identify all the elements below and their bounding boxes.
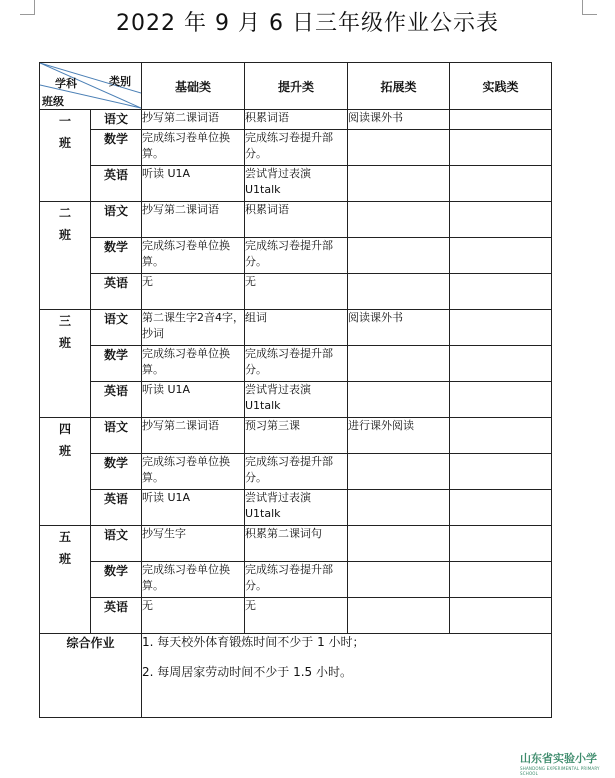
subject-cell: 英语 bbox=[91, 598, 142, 634]
column-header-advanced: 提升类 bbox=[245, 63, 348, 110]
basic-cell: 听读 U1A bbox=[142, 166, 245, 202]
extended-cell bbox=[348, 274, 450, 310]
practice-cell bbox=[450, 490, 552, 526]
subject-cell: 数学 bbox=[91, 130, 142, 166]
subject-cell: 英语 bbox=[91, 166, 142, 202]
table-row bbox=[40, 274, 552, 310]
practice-cell bbox=[450, 418, 552, 454]
table-row bbox=[40, 202, 552, 238]
basic-cell: 抄写第二课词语 bbox=[142, 110, 245, 130]
table-row bbox=[40, 490, 552, 526]
practice-cell bbox=[450, 274, 552, 310]
basic-cell: 完成练习卷单位换算。 bbox=[142, 454, 245, 490]
column-header-practice: 实践类 bbox=[450, 63, 552, 110]
basic-cell: 无 bbox=[142, 274, 245, 310]
column-header-basic: 基础类 bbox=[142, 63, 245, 110]
advanced-cell: 积累词语 bbox=[245, 110, 348, 130]
school-logo-name: 山东省实验小学 bbox=[520, 752, 597, 765]
subject-cell: 英语 bbox=[91, 274, 142, 310]
basic-cell: 完成练习卷单位换算。 bbox=[142, 562, 245, 598]
summary-content bbox=[142, 634, 552, 718]
basic-cell: 完成练习卷单位换算。 bbox=[142, 346, 245, 382]
table-row bbox=[40, 418, 552, 454]
extended-cell bbox=[348, 238, 450, 274]
basic-cell: 无 bbox=[142, 598, 245, 634]
advanced-cell: 尝试背过表演 U1talk bbox=[245, 382, 348, 418]
extended-cell bbox=[348, 382, 450, 418]
corner-label-subject: 学科 bbox=[55, 77, 77, 90]
summary-row bbox=[40, 634, 552, 718]
school-logo-english: SHANDONG EXPERIMENTAL PRIMARY SCHOOL bbox=[520, 766, 600, 776]
table-row bbox=[40, 310, 552, 346]
extended-cell: 阅读课外书 bbox=[348, 110, 450, 130]
extended-cell bbox=[348, 598, 450, 634]
subject-cell: 语文 bbox=[91, 526, 142, 562]
extended-cell bbox=[348, 562, 450, 598]
advanced-cell: 无 bbox=[245, 274, 348, 310]
practice-cell bbox=[450, 562, 552, 598]
page-title: 2022 年 9 月 6 日三年级作业公示表 bbox=[116, 11, 499, 36]
homework-table bbox=[39, 62, 552, 718]
basic-cell: 完成练习卷单位换算。 bbox=[142, 238, 245, 274]
class-name-cell: 四 班 bbox=[40, 418, 91, 526]
basic-cell: 听读 U1A bbox=[142, 382, 245, 418]
table-row bbox=[40, 562, 552, 598]
subject-cell: 英语 bbox=[91, 382, 142, 418]
subject-cell: 数学 bbox=[91, 238, 142, 274]
practice-cell bbox=[450, 130, 552, 166]
extended-cell bbox=[348, 202, 450, 238]
advanced-cell: 完成练习卷提升部分。 bbox=[245, 562, 348, 598]
class-name-cell: 二 班 bbox=[40, 202, 91, 310]
basic-cell: 完成练习卷单位换算。 bbox=[142, 130, 245, 166]
class-name-cell: 五 班 bbox=[40, 526, 91, 634]
advanced-cell: 尝试背过表演 U1talk bbox=[245, 166, 348, 202]
advanced-cell: 完成练习卷提升部分。 bbox=[245, 346, 348, 382]
extended-cell bbox=[348, 130, 450, 166]
practice-cell bbox=[450, 310, 552, 346]
subject-cell: 数学 bbox=[91, 346, 142, 382]
table-row bbox=[40, 454, 552, 490]
advanced-cell: 尝试背过表演 U1talk bbox=[245, 490, 348, 526]
table-row bbox=[40, 526, 552, 562]
extended-cell: 进行课外阅读 bbox=[348, 418, 450, 454]
practice-cell bbox=[450, 598, 552, 634]
header-corner-cell bbox=[40, 63, 142, 110]
advanced-cell: 预习第三课 bbox=[245, 418, 348, 454]
table-row bbox=[40, 346, 552, 382]
table-row bbox=[40, 110, 552, 130]
class-name-cell: 一 班 bbox=[40, 110, 91, 202]
header-row bbox=[40, 63, 552, 110]
subject-cell: 数学 bbox=[91, 454, 142, 490]
subject-cell: 语文 bbox=[91, 310, 142, 346]
advanced-cell: 完成练习卷提升部分。 bbox=[245, 130, 348, 166]
corner-label-class: 班级 bbox=[42, 95, 64, 108]
basic-cell: 抄写第二课词语 bbox=[142, 418, 245, 454]
summary-item: 1. 每天校外体育锻炼时间不少于 1 小时； bbox=[142, 635, 365, 649]
extended-cell bbox=[348, 346, 450, 382]
extended-cell bbox=[348, 490, 450, 526]
summary-item: 2. 每周居家劳动时间不少于 1.5 小时。 bbox=[142, 665, 352, 679]
subject-cell: 语文 bbox=[91, 202, 142, 238]
column-header-extended: 拓展类 bbox=[348, 63, 450, 110]
advanced-cell: 积累第二课词句 bbox=[245, 526, 348, 562]
subject-cell: 数学 bbox=[91, 562, 142, 598]
subject-cell: 语文 bbox=[91, 110, 142, 130]
table-row bbox=[40, 166, 552, 202]
practice-cell bbox=[450, 526, 552, 562]
practice-cell bbox=[450, 454, 552, 490]
advanced-cell: 无 bbox=[245, 598, 348, 634]
practice-cell bbox=[450, 238, 552, 274]
practice-cell bbox=[450, 166, 552, 202]
table-row bbox=[40, 130, 552, 166]
summary-label: 综合作业 bbox=[40, 634, 142, 718]
basic-cell: 第二课生字2音4字，抄词 bbox=[142, 310, 245, 346]
practice-cell bbox=[450, 202, 552, 238]
practice-cell bbox=[450, 382, 552, 418]
subject-cell: 语文 bbox=[91, 418, 142, 454]
practice-cell bbox=[450, 110, 552, 130]
advanced-cell: 组词 bbox=[245, 310, 348, 346]
extended-cell bbox=[348, 526, 450, 562]
basic-cell: 抄写第二课词语 bbox=[142, 202, 245, 238]
basic-cell: 抄写生字 bbox=[142, 526, 245, 562]
basic-cell: 听读 U1A bbox=[142, 490, 245, 526]
extended-cell: 阅读课外书 bbox=[348, 310, 450, 346]
class-name-cell: 三 班 bbox=[40, 310, 91, 418]
table-row bbox=[40, 598, 552, 634]
advanced-cell: 完成练习卷提升部分。 bbox=[245, 454, 348, 490]
table-row bbox=[40, 382, 552, 418]
subject-cell: 英语 bbox=[91, 490, 142, 526]
advanced-cell: 积累词语 bbox=[245, 202, 348, 238]
extended-cell bbox=[348, 166, 450, 202]
table-row bbox=[40, 238, 552, 274]
corner-label-category: 类别 bbox=[109, 75, 131, 88]
extended-cell bbox=[348, 454, 450, 490]
advanced-cell: 完成练习卷提升部分。 bbox=[245, 238, 348, 274]
school-logo bbox=[520, 750, 612, 776]
practice-cell bbox=[450, 346, 552, 382]
